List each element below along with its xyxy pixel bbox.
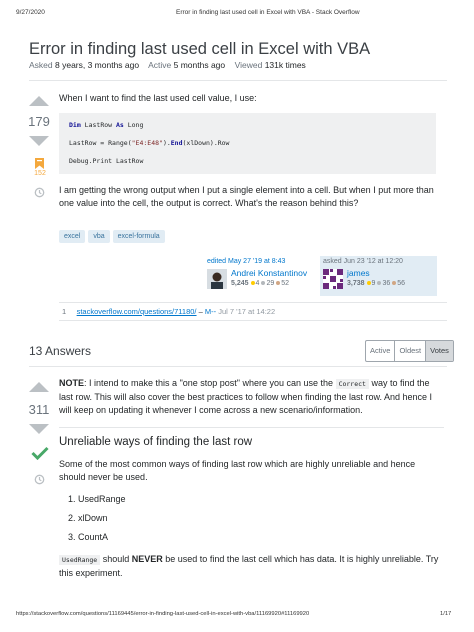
asked-card <box>320 256 437 296</box>
code-kw: Dim <box>69 121 81 129</box>
answer-final-paragraph <box>59 553 444 580</box>
comment-link[interactable]: stackoverflow.com/questions/71180/ <box>76 307 197 316</box>
bronze-badge-icon <box>276 281 280 285</box>
editor-silver: 29 <box>266 280 275 287</box>
bookmark-count: 152 <box>34 170 46 177</box>
tag-list <box>59 225 168 243</box>
sort-tab-oldest[interactable]: Oldest <box>395 341 426 361</box>
answer-note <box>59 377 444 417</box>
sort-tab-active[interactable]: Active <box>366 341 395 361</box>
heading-top-rule <box>59 427 444 428</box>
asker-name[interactable]: james <box>347 268 370 278</box>
code-text: LastRow = Range( <box>69 139 132 147</box>
editor-name[interactable]: Andrei Konstantinov <box>231 268 308 278</box>
comment-score: 1 <box>62 307 67 316</box>
question-body: I am getting the wrong output when I put a single element into a cell. But when I put more than one value into the cell, the output is correct. What's the reason behind this? <box>59 185 434 208</box>
print-page-title: Error in finding last used cell in Excel with VBA - Stack Overflow <box>176 9 360 16</box>
editor-reputation <box>231 280 289 287</box>
accepted-check-icon <box>31 446 49 465</box>
answer-sort-tabs <box>365 340 454 362</box>
viewed-label: Viewed <box>234 60 263 70</box>
code-kw: As <box>115 121 124 129</box>
asker-gold: 9 <box>371 280 376 287</box>
code-text: (xlDown).Row <box>182 139 230 147</box>
asker-silver: 36 <box>382 280 391 287</box>
code-line-2 <box>69 139 229 147</box>
answer-vote-count: 311 <box>28 402 50 417</box>
asker-bronze: 56 <box>397 280 406 287</box>
bronze-badge-icon <box>392 281 396 285</box>
list-item: 1. UsedRange <box>68 494 126 504</box>
code-text: Long <box>123 121 144 129</box>
code-line-3: Debug.Print LastRow <box>69 157 144 165</box>
asker-avatar[interactable] <box>323 269 343 289</box>
tag-excel-formula[interactable]: excel-formula <box>113 230 165 243</box>
note-inline-code: Correct <box>336 379 369 389</box>
question-downvote-button[interactable] <box>29 136 49 146</box>
final-bold: NEVER <box>131 554 163 564</box>
question-intro: When I want to find the last used cell value, I use: <box>59 93 257 103</box>
editor-bronze: 52 <box>281 280 290 287</box>
answer-upvote-button[interactable] <box>29 382 49 392</box>
list-item: 2. xlDown <box>68 513 108 523</box>
print-footer-url: https://stackoverflow.com/questions/11169445/error-in-finding-last-used-cell-in-excel-with-vba/11169920#11169920 <box>16 611 310 617</box>
question-upvote-button[interactable] <box>29 96 49 106</box>
asked-label: Asked <box>29 60 53 70</box>
comment-dash: – <box>198 307 203 316</box>
question-title[interactable]: Error in finding last used cell in Excel with VBA <box>29 40 371 58</box>
viewed-value: 131k times <box>264 60 306 70</box>
editor-avatar[interactable] <box>207 269 227 289</box>
code-line-1 <box>69 121 143 129</box>
title-divider <box>29 80 447 81</box>
list-item: 3. CountA <box>68 532 109 542</box>
answers-count-title: 13 Answers <box>29 344 92 358</box>
code-kw: End <box>170 139 183 147</box>
print-date: 9/27/2020 <box>16 9 45 16</box>
question-code-block <box>59 113 436 174</box>
comment <box>62 307 275 316</box>
editor-gold: 4 <box>255 280 260 287</box>
gold-badge-icon <box>367 281 371 285</box>
gold-badge-icon <box>251 281 255 285</box>
note-text: : I intend to make this a "one stop post" where you can use the <box>84 378 336 388</box>
silver-badge-icon <box>377 281 381 285</box>
history-icon[interactable] <box>34 185 45 203</box>
final-text-end: be used to find the last cell which has data. It is highly unreliable. Try this experiment. <box>59 554 439 578</box>
answer-paragraph: Some of the most common ways of finding last row which are highly unreliable and hence should never be used. <box>59 459 416 482</box>
question-meta <box>29 60 306 70</box>
asker-rep: 3,738 <box>347 280 365 287</box>
note-bold: NOTE <box>59 378 85 388</box>
asker-reputation <box>347 280 405 287</box>
tag-vba[interactable]: vba <box>88 230 109 243</box>
final-inline-code: UsedRange <box>59 555 100 565</box>
comment-time: Jul 7 '17 at 14:22 <box>218 307 276 316</box>
answers-divider <box>29 366 447 367</box>
note-text-end: way to find the last row. This will also cover the best practices to follow when finding the last row. And hence I will keep on updating it whenever I come across a new scenario/information. <box>59 378 433 415</box>
asked-value: 8 years, 3 months ago <box>55 60 140 70</box>
editor-rep: 5,245 <box>231 280 249 287</box>
silver-badge-icon <box>261 281 265 285</box>
edited-card <box>205 256 315 296</box>
comment-divider-bottom <box>59 320 447 321</box>
code-string: "E4:E48" <box>131 139 163 147</box>
answer-history-icon[interactable] <box>34 472 45 490</box>
edited-label[interactable]: edited May 27 '19 at 8:43 <box>207 258 286 265</box>
comment-divider <box>59 302 447 303</box>
print-page-number: 1/17 <box>440 611 452 617</box>
final-text: should <box>100 554 132 564</box>
asked-card-label: asked Jun 23 '12 at 12:20 <box>323 258 403 265</box>
sort-tab-votes[interactable]: Votes <box>426 341 453 361</box>
tag-excel[interactable]: excel <box>59 230 85 243</box>
comment-author[interactable]: M-- <box>204 307 217 316</box>
answer-downvote-button[interactable] <box>29 424 49 434</box>
answer-heading: Unreliable ways of finding the last row <box>59 436 253 448</box>
active-label: Active <box>148 60 172 70</box>
question-vote-count: 179 <box>28 114 50 129</box>
active-value[interactable]: 5 months ago <box>173 60 226 70</box>
code-text: ). <box>162 139 171 147</box>
code-text: LastRow <box>80 121 116 129</box>
